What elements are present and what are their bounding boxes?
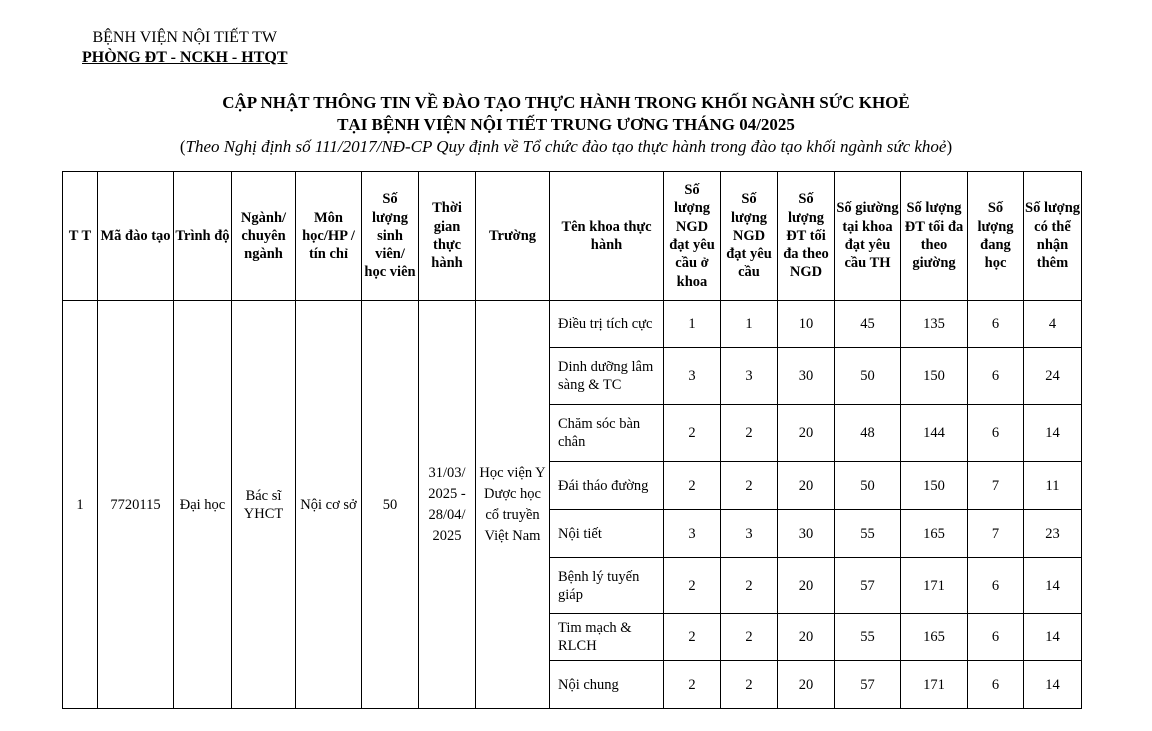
can-accept-more-cell: 11 <box>1024 462 1082 510</box>
student-count-cell: 50 <box>362 301 419 709</box>
currently-studying-cell: 7 <box>968 462 1024 510</box>
training-code-cell: 7720115 <box>98 301 174 709</box>
legal-basis-text: Theo Nghị định số 111/2017/NĐ-CP Quy định về Tổ chức đào tạo thực hành trong đào tạo khối ngành sức khoẻ <box>185 137 947 156</box>
max-by-beds-cell: 150 <box>901 462 968 510</box>
max-by-beds-cell: 171 <box>901 661 968 709</box>
can-accept-more-cell: 14 <box>1024 405 1082 462</box>
max-by-beds-cell: 165 <box>901 510 968 558</box>
beds-cell: 57 <box>835 558 901 614</box>
column-header: Trình độ <box>174 172 232 301</box>
training-table <box>62 171 1082 709</box>
max-by-ngd-cell: 10 <box>778 301 835 348</box>
department-name-cell: Tim mạch & RLCH <box>550 614 664 661</box>
column-header: Số lượng ĐT tối đa theo giường <box>901 172 968 301</box>
table-header-row <box>63 172 1082 301</box>
document-heading <box>0 92 1132 158</box>
major-cell: Bác sĩ YHCT <box>232 301 296 709</box>
table-row <box>63 301 1082 348</box>
department-name-cell: Chăm sóc bàn chân <box>550 405 664 462</box>
can-accept-more-cell: 14 <box>1024 661 1082 709</box>
currently-studying-cell: 6 <box>968 558 1024 614</box>
ngd-qualified-cell: 2 <box>721 614 778 661</box>
row-number-cell: 1 <box>63 301 98 709</box>
beds-cell: 50 <box>835 462 901 510</box>
ngd-qualified-cell: 1 <box>721 301 778 348</box>
max-by-ngd-cell: 20 <box>778 558 835 614</box>
beds-cell: 55 <box>835 510 901 558</box>
column-header: Trường <box>476 172 550 301</box>
level-cell: Đại học <box>174 301 232 709</box>
max-by-beds-cell: 144 <box>901 405 968 462</box>
max-by-beds-cell: 150 <box>901 348 968 405</box>
beds-cell: 55 <box>835 614 901 661</box>
currently-studying-cell: 6 <box>968 348 1024 405</box>
column-header: Ngành/ chuyên ngành <box>232 172 296 301</box>
department-name-cell: Nội chung <box>550 661 664 709</box>
department-name-cell: Điều trị tích cực <box>550 301 664 348</box>
can-accept-more-cell: 23 <box>1024 510 1082 558</box>
column-header: Số lượng NGD đạt yêu cầu <box>721 172 778 301</box>
ngd-qualified-cell: 2 <box>721 462 778 510</box>
max-by-beds-cell: 171 <box>901 558 968 614</box>
ngd-qualified-cell: 3 <box>721 510 778 558</box>
can-accept-more-cell: 24 <box>1024 348 1082 405</box>
department-name-cell: Nội tiết <box>550 510 664 558</box>
column-header: T T <box>63 172 98 301</box>
currently-studying-cell: 6 <box>968 614 1024 661</box>
ngd-at-dept-cell: 2 <box>664 661 721 709</box>
ngd-qualified-cell: 2 <box>721 558 778 614</box>
legal-basis-open: ( <box>179 137 186 156</box>
department-name: PHÒNG ĐT - NCKH - HTQT <box>82 49 288 66</box>
department-name-cell: Đái tháo đường <box>550 462 664 510</box>
currently-studying-cell: 6 <box>968 661 1024 709</box>
max-by-beds-cell: 165 <box>901 614 968 661</box>
practice-period-cell: 31/03/ 2025 - 28/04/ 2025 <box>419 301 476 709</box>
max-by-ngd-cell: 20 <box>778 405 835 462</box>
column-header: Số lượng NGD đạt yêu cầu ở khoa <box>664 172 721 301</box>
column-header: Số lượng có thể nhận thêm <box>1024 172 1082 301</box>
currently-studying-cell: 6 <box>968 405 1024 462</box>
max-by-ngd-cell: 30 <box>778 348 835 405</box>
ngd-at-dept-cell: 2 <box>664 558 721 614</box>
ngd-at-dept-cell: 2 <box>664 462 721 510</box>
ngd-qualified-cell: 2 <box>721 405 778 462</box>
max-by-ngd-cell: 20 <box>778 614 835 661</box>
beds-cell: 48 <box>835 405 901 462</box>
legal-basis <box>0 136 1132 158</box>
column-header: Mã đào tạo <box>98 172 174 301</box>
can-accept-more-cell: 14 <box>1024 614 1082 661</box>
column-header: Số giường tại khoa đạt yêu cầu TH <box>835 172 901 301</box>
beds-cell: 57 <box>835 661 901 709</box>
can-accept-more-cell: 14 <box>1024 558 1082 614</box>
ngd-qualified-cell: 3 <box>721 348 778 405</box>
max-by-beds-cell: 135 <box>901 301 968 348</box>
column-header: Số lượng ĐT tối đa theo NGD <box>778 172 835 301</box>
max-by-ngd-cell: 30 <box>778 510 835 558</box>
ngd-at-dept-cell: 2 <box>664 614 721 661</box>
ngd-qualified-cell: 2 <box>721 661 778 709</box>
ngd-at-dept-cell: 2 <box>664 405 721 462</box>
ngd-at-dept-cell: 3 <box>664 348 721 405</box>
currently-studying-cell: 7 <box>968 510 1024 558</box>
beds-cell: 50 <box>835 348 901 405</box>
column-header: Tên khoa thực hành <box>550 172 664 301</box>
max-by-ngd-cell: 20 <box>778 462 835 510</box>
document-subtitle: TẠI BỆNH VIỆN NỘI TIẾT TRUNG ƯƠNG THÁNG 04/2025 <box>337 115 795 134</box>
school-cell: Học viện Y Dược học cổ truyền Việt Nam <box>476 301 550 709</box>
column-header: Số lượng sinh viên/ học viên <box>362 172 419 301</box>
table-body <box>63 301 1082 709</box>
document-title: CẬP NHẬT THÔNG TIN VỀ ĐÀO TẠO THỰC HÀNH TRONG KHỐI NGÀNH SỨC KHOẺ <box>222 93 910 112</box>
ngd-at-dept-cell: 1 <box>664 301 721 348</box>
organization-header <box>82 28 288 68</box>
can-accept-more-cell: 4 <box>1024 301 1082 348</box>
department-name-cell: Dinh dưỡng lâm sàng & TC <box>550 348 664 405</box>
legal-basis-close: ) <box>946 137 953 156</box>
max-by-ngd-cell: 20 <box>778 661 835 709</box>
currently-studying-cell: 6 <box>968 301 1024 348</box>
beds-cell: 45 <box>835 301 901 348</box>
column-header: Thời gian thực hành <box>419 172 476 301</box>
column-header: Môn học/HP / tín chỉ <box>296 172 362 301</box>
hospital-name: BỆNH VIỆN NỘI TIẾT TW <box>92 29 278 46</box>
department-name-cell: Bệnh lý tuyến giáp <box>550 558 664 614</box>
ngd-at-dept-cell: 3 <box>664 510 721 558</box>
subject-cell: Nội cơ sở <box>296 301 362 709</box>
column-header: Số lượng đang học <box>968 172 1024 301</box>
